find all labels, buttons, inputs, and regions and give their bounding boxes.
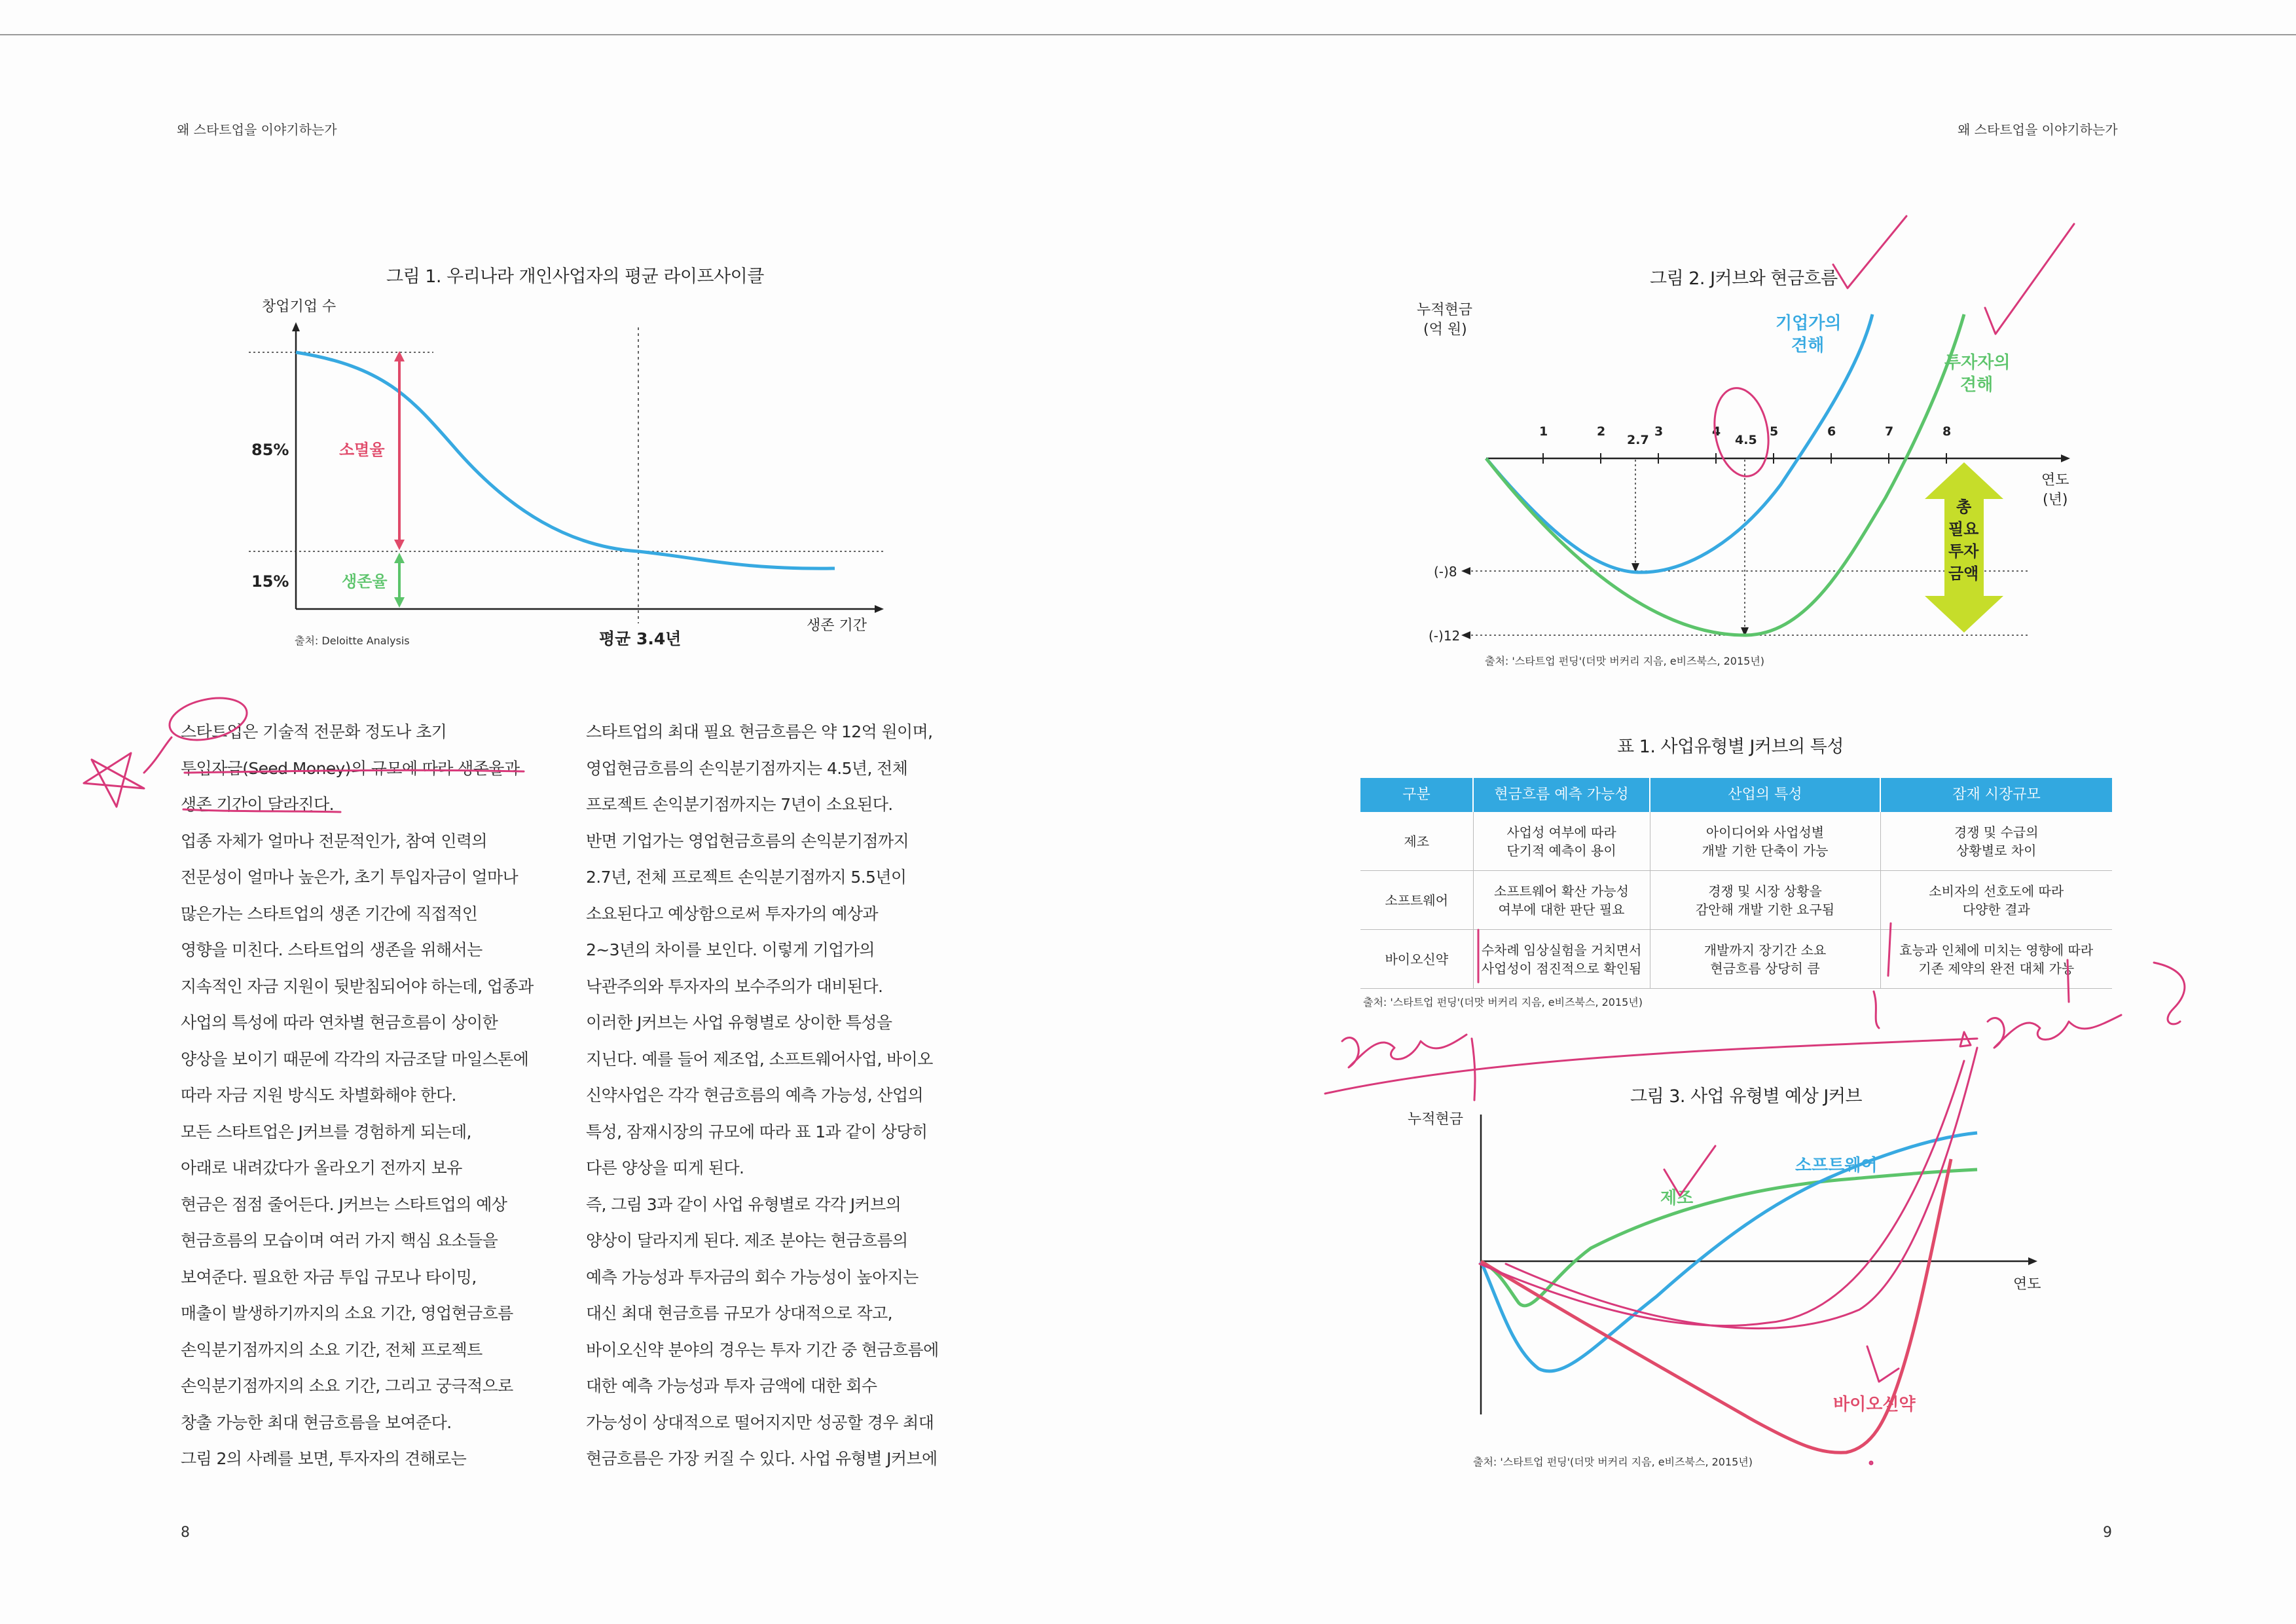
- col1-line: 전문성이 얼마나 높은가, 초기 투입자금이 얼마나: [181, 868, 519, 887]
- col2-line: 신약사업은 각각 현금흐름의 예측 가능성, 산업의: [586, 1086, 924, 1105]
- page-number-right: 9: [2103, 1524, 2112, 1541]
- cell-line: 사업성이 점진적으로 확인됨: [1481, 960, 1642, 976]
- fig1-extinction-label: 소멸율: [339, 441, 385, 459]
- table1-cell: [1880, 930, 2112, 989]
- table1-header: 구분: [1360, 778, 1473, 812]
- fig1-survival-arrowhead-top: [394, 553, 405, 563]
- fig1-source: 출처: Deloitte Analysis: [295, 635, 410, 647]
- col1-line: 업종 자체가 얼마나 전문적인가, 참여 인력의: [181, 831, 487, 851]
- col2-line: 양상이 달라지게 된다. 제조 분야는 현금흐름의: [586, 1231, 908, 1250]
- col2-line: 특성, 잠재시장의 규모에 따라 표 1과 같이 상당히: [586, 1122, 928, 1141]
- fig2-caption: 그림 2. J커브와 현금흐름: [1650, 268, 1838, 289]
- col1-line: 모든 스타트업은 J커브를 경험하게 되는데,: [181, 1122, 471, 1141]
- col1-line: 매출이 발생하기까지의 소요 기간, 영업현금흐름: [181, 1304, 513, 1323]
- table1-cell: [1473, 812, 1650, 871]
- pen-scribble-right: [1988, 1015, 2121, 1048]
- col1-line: 영향을 미친다. 스타트업의 생존을 위해서는: [181, 940, 483, 959]
- pen-arrowhead: [1960, 1032, 1971, 1046]
- fig1-survival-arrowhead-bottom: [394, 597, 405, 608]
- cell-line: 아이디어와 사업성별: [1705, 824, 1825, 840]
- cell-line: 현금흐름 상당히 큼: [1710, 960, 1820, 976]
- fig1-y-arrowhead: [292, 322, 300, 331]
- fig2-investor-label-1: 투자자의: [1944, 353, 2011, 373]
- fig1-caption: 그림 1. 우리나라 개인사업자의 평균 라이프사이클: [386, 267, 764, 287]
- fig1-x-arrowhead: [875, 605, 884, 613]
- col2-line: 가능성이 상대적으로 떨어지지만 성공할 경우 최대: [586, 1412, 934, 1432]
- fig3-source: 출처: '스타트업 펀딩'(더맛 버커리 지음, e비즈북스, 2015년): [1473, 1456, 1753, 1468]
- fig2-y-label-2: (억 원): [1423, 322, 1467, 338]
- fig2-tick-label: 2: [1597, 424, 1606, 439]
- col1-line: 따라 자금 지원 방식도 차별화해야 한다.: [181, 1086, 456, 1105]
- col2-line: 스타트업의 최대 필요 현금흐름은 약 12억 원이며,: [586, 722, 933, 741]
- col1-line: 많은가는 스타트업의 생존 기간에 직접적인: [181, 904, 478, 923]
- fig2-x-arrowhead: [2061, 454, 2070, 462]
- fig2-total-label-1: 총: [1956, 498, 1972, 516]
- fig2-tick-label: 8: [1942, 424, 1952, 439]
- col2-line: 낙관주의와 투자자의 보수주의가 대비된다.: [586, 976, 883, 996]
- col1-line: 양상을 보이기 때문에 각각의 자금조달 마일스톤에: [181, 1049, 529, 1069]
- cell-line: 사업성 여부에 따라: [1506, 824, 1616, 840]
- body-column-2: [586, 714, 939, 1477]
- col1-line: 보여준다. 필요한 자금 투입 규모나 타이밍,: [181, 1267, 477, 1287]
- fig2-tick-label: 3: [1654, 424, 1664, 439]
- fig1-85-label: 85%: [251, 441, 289, 459]
- fig2-founder-label-2: 견해: [1791, 336, 1825, 356]
- page-number-left: 8: [181, 1524, 190, 1541]
- pen-scribble-left: [1342, 1035, 1467, 1067]
- col2-line: 즉, 그림 3과 같이 사업 유형별로 각각 J커브의: [586, 1194, 902, 1214]
- fig2-tick-label: 4: [1712, 424, 1721, 439]
- table1-type-cell: 소프트웨어: [1360, 871, 1473, 930]
- fig2-investor-curve: [1486, 314, 1964, 635]
- fig3-chart: [1401, 1107, 2121, 1473]
- cell-line: 단기적 예측이 용이: [1506, 842, 1616, 858]
- table1-type-cell: 제조: [1360, 812, 1473, 871]
- col2-line: 현금흐름은 가장 커질 수 있다. 사업 유형별 J커브에: [586, 1449, 938, 1468]
- pen-question-mark: [2154, 963, 2185, 1024]
- col1-line: 현금은 점점 줄어든다. J커브는 스타트업의 예상: [181, 1194, 507, 1214]
- table1: [1360, 778, 2112, 989]
- fig3-y-label: 누적현금: [1408, 1111, 1464, 1128]
- fig2-chart: [1401, 288, 2121, 681]
- cell-line: 경쟁 및 수급의: [1954, 824, 2039, 840]
- cell-line: 소비자의 선호도에 따라: [1929, 883, 2064, 899]
- table1-source: 출처: '스타트업 펀딩'(더맛 버커리 지음, e비즈북스, 2015년): [1363, 996, 1643, 1008]
- fig3-manufacturing-label: 제조: [1660, 1189, 1694, 1208]
- fig2-tick-label: 2.7: [1627, 433, 1649, 447]
- pen-check-fig2-caption: [1833, 216, 1906, 288]
- running-header-left: 왜 스타트업을 이야기하는가: [177, 122, 337, 138]
- body-column-1: [181, 714, 534, 1477]
- fig3-x-label: 연도: [2013, 1276, 2041, 1293]
- cell-line: 수차례 임상실험을 거치면서: [1481, 942, 1642, 958]
- fig2-tick-label: 6: [1827, 424, 1836, 439]
- fig2-level-minus12-arrow: [1461, 631, 1470, 639]
- col1-line: 사업의 특성에 따라 연차별 현금흐름이 상이한: [181, 1013, 498, 1032]
- col2-line: 프로젝트 손익분기점까지는 7년이 소요된다.: [586, 795, 893, 814]
- table1-cell: [1880, 812, 2112, 871]
- cell-line: 감안해 개발 기한 요구됨: [1695, 901, 1835, 917]
- cell-line: 여부에 대한 판단 필요: [1498, 901, 1625, 917]
- table1-caption: 표 1. 사업유형별 J커브의 특성: [1617, 737, 1844, 757]
- fig2-tick-label: 4.5: [1735, 433, 1757, 447]
- col1-line: 손익분기점까지의 소요 기간, 전체 프로젝트: [181, 1340, 483, 1359]
- table-row: [1360, 812, 2112, 871]
- col2-line: 바이오신약 분야의 경우는 투자 기간 중 현금흐름에: [586, 1340, 939, 1359]
- fig2-level-minus8-arrow: [1461, 567, 1470, 575]
- fig2-minus8-label: (-)8: [1434, 564, 1457, 580]
- pen-bracket-mid-tail: [1874, 991, 1879, 1028]
- col1-line: 스타트업은 기술적 전문화 정도나 초기: [181, 722, 447, 741]
- fig2-total-label-4: 금액: [1948, 564, 1979, 583]
- col1-line: 아래로 내려갔다가 올라오기 전까지 보유: [181, 1158, 462, 1177]
- table-row: [1360, 871, 2112, 930]
- cell-line: 효능과 인체에 미치는 영향에 따라: [1899, 942, 2094, 958]
- col2-line: 예측 가능성과 투자금의 회수 가능성이 높아지는: [586, 1267, 919, 1287]
- table1-header: 현금흐름 예측 가능성: [1473, 778, 1650, 812]
- table1-cell: [1650, 812, 1880, 871]
- cell-line: 기존 제약의 완전 대체 가능: [1918, 960, 2075, 976]
- table1-cell: [1650, 871, 1880, 930]
- table1-header-row: [1360, 778, 2112, 812]
- fig3-software-label: 소프트웨어: [1795, 1156, 1878, 1175]
- fig2-founder-label-1: 기업가의: [1776, 314, 1842, 333]
- fig2-minus12-label: (-)12: [1429, 628, 1461, 644]
- pen-star-doodle: [84, 753, 144, 807]
- col1-line: 투입자금(Seed Money)의 규모에 따라 생존율과: [181, 758, 520, 778]
- fig2-y-label-1: 누적현금: [1417, 302, 1473, 318]
- table1-cell: [1650, 930, 1880, 989]
- col1-line: 현금흐름의 모습이며 여러 가지 핵심 요소들을: [181, 1231, 498, 1250]
- cell-line: 상황별로 차이: [1956, 842, 2037, 858]
- fig2-source: 출처: '스타트업 펀딩'(더맛 버커리 지음, e비즈북스, 2015년): [1485, 655, 1765, 667]
- fig1-average-label: 평균 3.4년: [599, 629, 682, 648]
- col2-line: 반면 기업가는 영업현금흐름의 손익분기점까지: [586, 831, 909, 851]
- cell-line: 다양한 결과: [1962, 901, 2030, 917]
- cell-line: 개발까지 장기간 소요: [1704, 942, 1827, 958]
- fig2-tick-label: 5: [1770, 424, 1779, 439]
- fig3-x-arrowhead: [2028, 1257, 2037, 1265]
- fig1-15-label: 15%: [251, 572, 289, 591]
- fig2-total-label-3: 투자: [1948, 542, 1979, 561]
- cell-line: 소프트웨어 확산 가능성: [1494, 883, 1629, 899]
- col2-line: 대신 최대 현금흐름 규모가 상대적으로 작고,: [586, 1304, 892, 1323]
- fig2-x-label-1: 연도: [2041, 472, 2069, 489]
- table1-header: 잠재 시장규모: [1880, 778, 2112, 812]
- col1-line: 창출 가능한 최대 현금흐름을 보여준다.: [181, 1412, 452, 1432]
- fig3-caption: 그림 3. 사업 유형별 예상 J커브: [1630, 1086, 1863, 1107]
- table1-header: 산업의 특성: [1650, 778, 1880, 812]
- col2-line: 2~3년의 차이를 보인다. 이렇게 기업가의: [586, 940, 875, 959]
- fig1-x-label: 생존 기간: [807, 618, 867, 634]
- fig1-extinction-arrowhead-bottom: [394, 540, 405, 550]
- fig1-lifecycle-curve: [296, 352, 835, 568]
- fig1-chart: [242, 288, 910, 655]
- table1-cell: [1473, 930, 1650, 989]
- col2-line: 영업현금흐름의 손익분기점까지는 4.5년, 전체: [586, 758, 908, 778]
- scan-top-edge: [0, 34, 2296, 35]
- table1-type-cell: 바이오신약: [1360, 930, 1473, 989]
- table1-cell: [1880, 871, 2112, 930]
- col2-line: 소요된다고 예상함으로써 투자가의 예상과: [586, 904, 878, 923]
- fig3-bio-label: 바이오신약: [1833, 1395, 1916, 1414]
- fig1-y-label: 창업기업 수: [262, 299, 337, 315]
- fig3-software-curve: [1481, 1133, 1977, 1371]
- cell-line: 개발 기한 단축이 가능: [1702, 842, 1829, 858]
- fig2-total-label-2: 필요: [1948, 520, 1979, 538]
- fig2-tick-label: 7: [1885, 424, 1894, 439]
- cell-line: 경쟁 및 시장 상황을: [1708, 883, 1822, 899]
- col1-line: 지속적인 자금 지원이 뒷받침되어야 하는데, 업종과: [181, 976, 534, 996]
- fig1-survival-label: 생존율: [342, 572, 388, 591]
- fig2-investor-label-2: 견해: [1960, 375, 1994, 395]
- col2-line: 다른 양상을 띠게 된다.: [586, 1158, 744, 1177]
- pen-stroke-down: [1472, 1039, 1475, 1100]
- table-row: [1360, 930, 2112, 989]
- col1-line: 그림 2의 사례를 보면, 투자자의 견해로는: [181, 1449, 467, 1468]
- col2-line: 이러한 J커브는 사업 유형별로 상이한 특성을: [586, 1013, 892, 1032]
- col2-line: 지닌다. 예를 들어 제조업, 소프트웨어사업, 바이오: [586, 1049, 933, 1069]
- col2-line: 2.7년, 전체 프로젝트 손익분기점까지 5.5년이: [586, 868, 907, 887]
- running-header-right: 왜 스타트업을 이야기하는가: [1958, 122, 2118, 138]
- col2-line: 대한 예측 가능성과 투자 금액에 대한 회수: [586, 1376, 877, 1395]
- table1-cell: [1473, 871, 1650, 930]
- fig2-tick-label: 1: [1539, 424, 1548, 439]
- pen-star-tail: [144, 737, 172, 773]
- col1-line: 생존 기간이 달라진다.: [181, 795, 334, 814]
- fig2-x-label-2: (년): [2043, 492, 2068, 508]
- col1-line: 손익분기점까지의 소요 기간, 그리고 궁극적으로: [181, 1376, 513, 1395]
